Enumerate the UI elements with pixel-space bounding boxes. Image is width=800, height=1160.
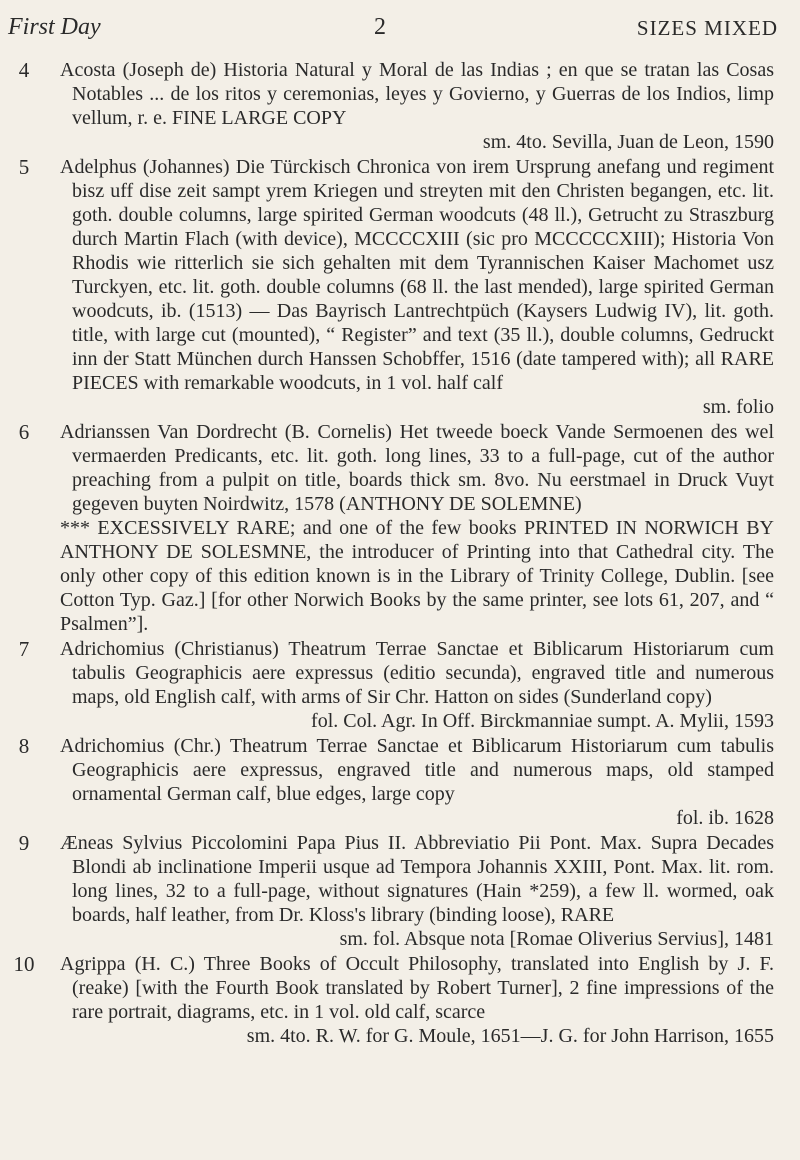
lot-number: 10	[13, 952, 35, 976]
lot-imprint: sm. 4to. Sevilla, Juan de Leon, 1590	[482, 131, 774, 153]
lot-number: 7	[18, 637, 30, 661]
lot-number: 5	[18, 155, 30, 179]
lot-text: Agrippa (H. C.) Three Books of Occult Philosophy, translated into English by J. F.(reake) [with the Fourth Book translated by Robert Turner], 2 fine impressions of the rare portrait, diagrams, etc. in 1 vol. old calf, scarce	[60, 953, 774, 1023]
lot-10	[0, 952, 800, 1048]
lot-7	[0, 637, 800, 733]
lot-text: Æneas Sylvius Piccolomini Papa Pius II. Abbreviatio Pii Pont. Max. Supra Decades Blondi ab inclinatione Imperii usque ad Tempora Johannis XXIII, Pont. Max. lit. rom. long lines, 32 to a full-page, without signatures (Hain *259), a few ll. wormed, oak boards, half leather, from Dr. Kloss's library (binding loose), RARE	[60, 832, 774, 926]
lot-text: Adrianssen Van Dordrecht (B. Cornelis) Het tweede boeck Vande Sermoenen des wel vermaerden Predicants, etc. lit. goth. long lines, 33 to a full-page, cut of the author preaching from a pulpit on title, boards thick sm. 8vo. Nu eerstmael in Druck Vuyt gegeven buyten Noirdwitz, 1578 (ANTHONY DE SOLEMNE)	[60, 421, 774, 515]
lot-number: 6	[18, 420, 30, 444]
lot-description	[60, 155, 774, 419]
lot-text: Adrichomius (Chr.) Theatrum Terrae Sanctae et Biblicarum Historiarum cum tabulis Geographicis aere expressus, engraved title and numerous maps, old stamped ornamental German calf, blue edges, large copy	[60, 735, 774, 805]
lot-5	[0, 155, 800, 419]
lot-description	[60, 420, 774, 516]
lot-description	[60, 637, 774, 733]
lot-description	[60, 831, 774, 951]
lot-text: Adelphus (Johannes) Die Türckisch Chronica von irem Ursprung anefang und regiment bisz uff dise zeit sampt yrem Kriegen und streyten mit den Christen begangen, etc. lit. goth. double columns, large spirited German woodcuts (48 ll.), Getrucht zu Straszburg durch Martin Flach (with device), MCCCCXIII (sic pro MCCCCCXIII); Historia Von Rhodis wie ritterlich sie sich gehalten mit dem Tyrannischen Kaiser Machomet usz Turckyen, etc. lit. goth. double columns (68 ll. the last mended), large spirited German woodcuts, ib. (1513) — Das Bayrisch Lantrechtpüch (Kaysers Ludwig IV), lit. goth. title, with large cut (mounted), “ Register” and text (35 ll.), double columns, Gedruckt inn der Statt München durch Hanssen Schobffer, 1516 (date tampered with); all RARE PIECES with remarkable woodcuts, in 1 vol. half calf	[60, 156, 774, 394]
lot-number: 8	[18, 734, 30, 758]
lot-description	[60, 734, 774, 830]
lot-9	[0, 831, 800, 951]
lot-imprint: sm. fol. Absque nota [Romae Oliverius Servius], 1481	[339, 928, 774, 950]
lot-description	[60, 952, 774, 1048]
lot-text: Adrichomius (Christianus) Theatrum Terrae Sanctae et Biblicarum Historiarum cum tabulis Geographicis aere expressus (editio secunda), engraved title and numerous maps, old English calf, with arms of Sir Chr. Hatton on sides (Sunderland copy)	[60, 638, 774, 708]
lot-6	[0, 420, 800, 636]
lot-4	[0, 58, 800, 154]
lot-imprint: sm. 4to. R. W. for G. Moule, 1651—J. G. for John Harrison, 1655	[246, 1025, 774, 1047]
section-heading: SIZES MIXED	[636, 16, 778, 40]
page-number: 2	[374, 14, 386, 40]
day-heading: First Day	[8, 14, 101, 40]
lot-number: 9	[18, 831, 30, 855]
page-header	[8, 14, 778, 48]
lot-note: *** EXCESSIVELY RARE; and one of the few books PRINTED IN NORWICH BY ANTHONY DE SOLESMNE, the introducer of Printing into that Cathedral city. The only other copy of this edition known is in the Library of Trinity College, Dublin. [see Cotton Typ. Gaz.] [for other Norwich Books by the same printer, see lots 61, 207, and “ Psalmen”].	[60, 517, 774, 635]
lot-imprint: sm. folio	[702, 396, 774, 418]
lot-list	[0, 58, 800, 1049]
lot-text: Acosta (Joseph de) Historia Natural y Moral de las Indias ; en que se tratan las Cosas Notables ... de los ritos y ceremonias, leyes y Govierno, y Guerras de los Indios, limp vellum, r. e. FINE LARGE COPY	[60, 59, 774, 129]
lot-imprint: fol. Col. Agr. In Off. Birckmanniae sumpt. A. Mylii, 1593	[311, 710, 774, 732]
lot-8	[0, 734, 800, 830]
lot-imprint: fol. ib. 1628	[676, 807, 774, 829]
lot-number: 4	[18, 58, 30, 82]
lot-description	[60, 58, 774, 154]
